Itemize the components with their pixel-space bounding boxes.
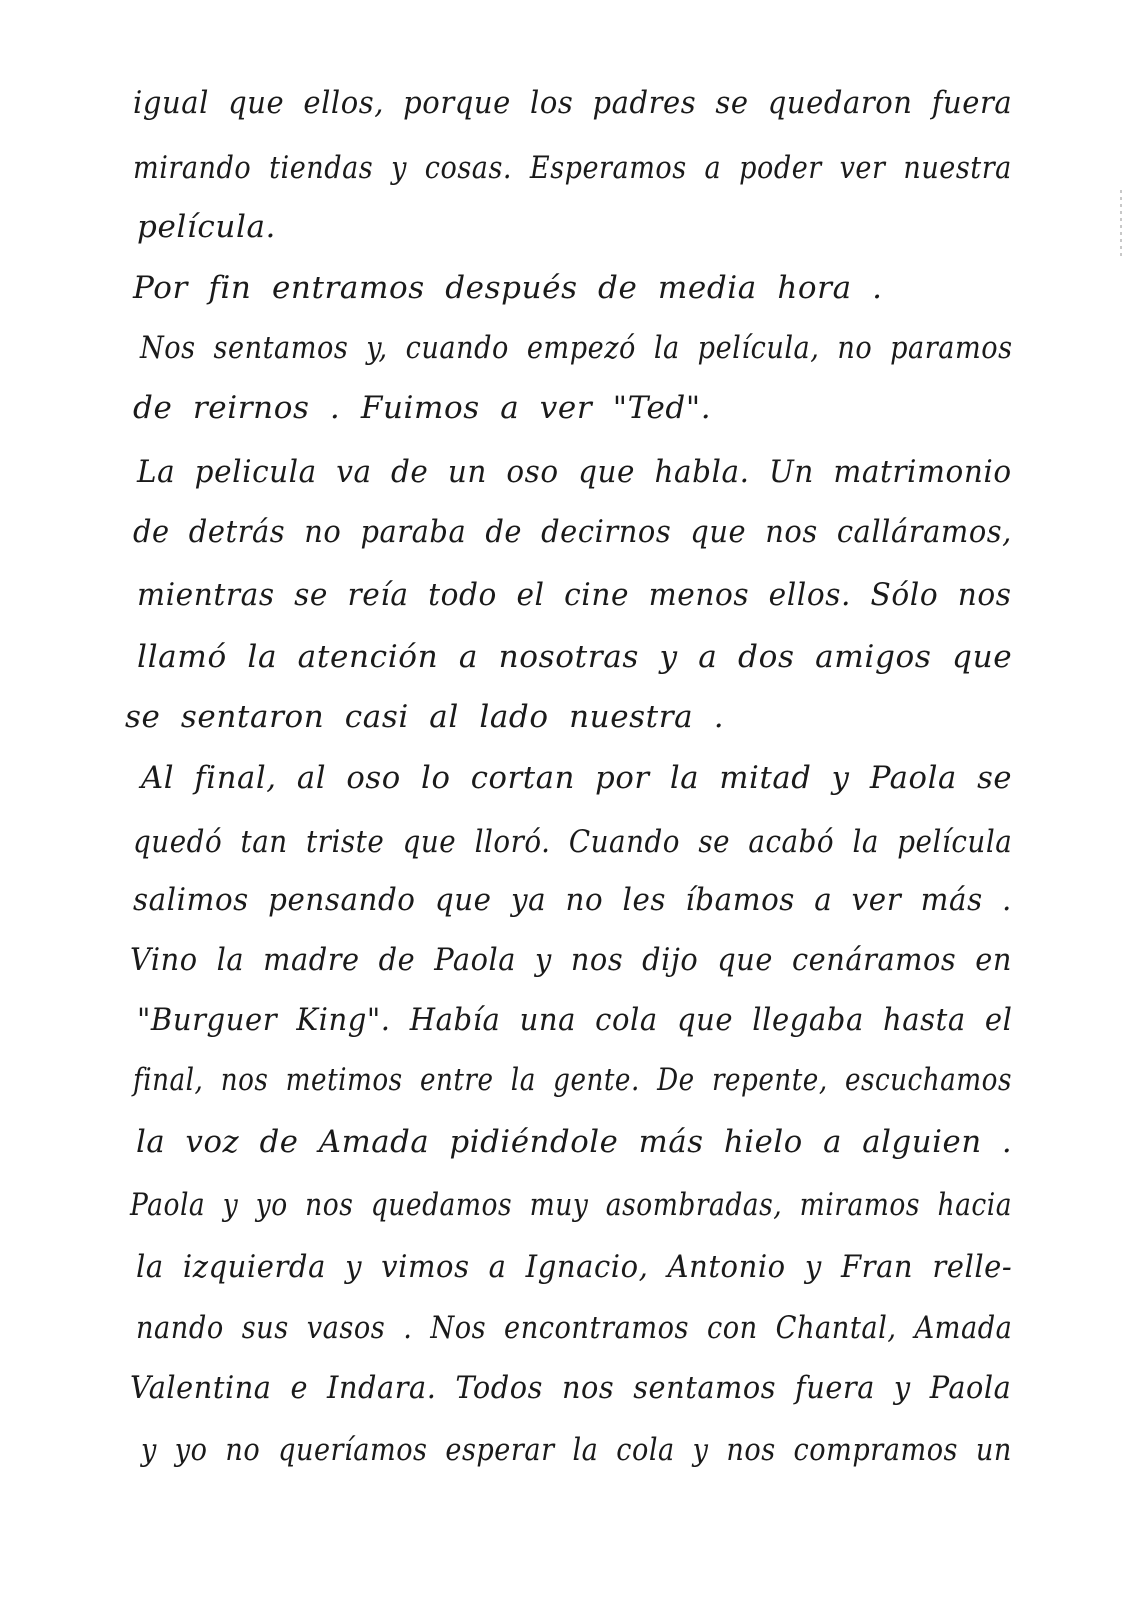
text-line: la izquierda y vimos a Ignacio, Antonio y Fran relle- [136,1249,1013,1285]
text-line: La pelicula va de un oso que habla. Un matrimonio [137,454,1012,490]
text-line: de detrás no paraba de decirnos que nos calláramos, [133,514,1012,550]
text-line: Valentina e Indara. Todos nos sentamos fuera y Paola [130,1370,1012,1406]
text-line: llamó la atención a nosotras y a dos amigos que [137,639,1013,675]
text-line: Por fin entramos después de media hora . [133,270,883,306]
text-line: y yo no queríamos esperar la cola y nos compramos un [141,1432,1012,1468]
text-line: de reirnos . Fuimos a ver "Ted". [133,390,712,426]
text-line: quedó tan triste que lloró. Cuando se acabó la película [133,824,1013,860]
text-line: mientras se reía todo el cine menos ellos. Sólo nos [137,577,1012,613]
scan-edge-mark [1120,190,1122,260]
text-line: Al final, al oso lo cortan por la mitad y Paola se [141,760,1013,796]
text-line: mirando tiendas y cosas. Esperamos a poder ver nuestra [133,150,1012,186]
text-line: salimos pensando que ya no les íbamos a ver más . [133,882,1012,918]
text-line: Paola y yo nos quedamos muy asombradas, miramos hacia [130,1187,1013,1223]
text-line: Nos sentamos y, cuando empezó la película, no paramos [140,330,1013,366]
text-line: Vino la madre de Paola y nos dijo que cenáramos en [130,942,1012,978]
text-line: película. [137,209,276,245]
text-line: igual que ellos, porque los padres se quedaron fuera [133,85,1013,121]
text-line: nando sus vasos . Nos encontramos con Chantal, Amada [136,1310,1013,1346]
text-line: la voz de Amada pidiéndole más hielo a alguien . [136,1124,1013,1160]
text-line: se sentaron casi al lado nuestra . [125,699,725,735]
text-line: "Burguer King". Había una cola que llegaba hasta el [137,1002,1013,1038]
text-line: final, nos metimos entre la gente. De repente, escuchamos [133,1062,1012,1098]
